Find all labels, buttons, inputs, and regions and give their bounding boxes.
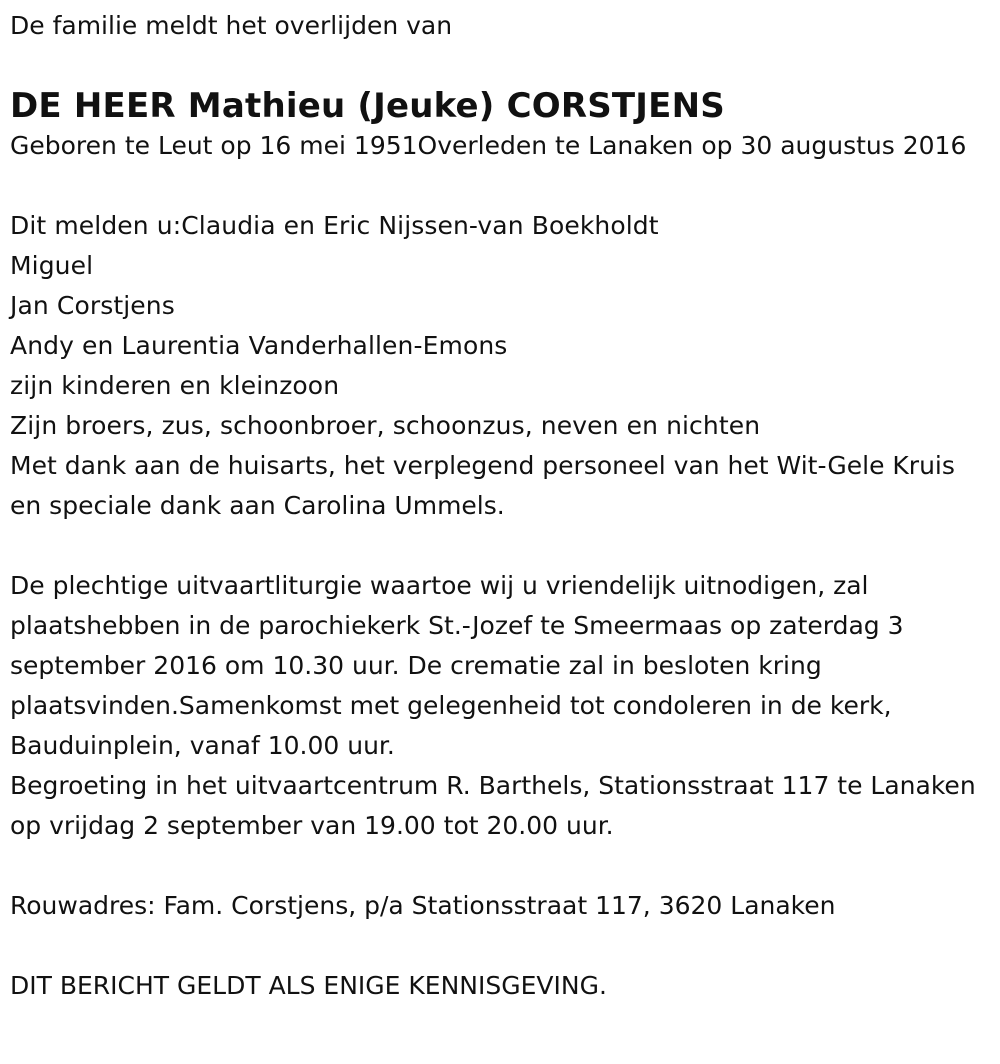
funeral-details: De plechtige uitvaartliturgie waartoe wij u vriendelijk uitnodigen, zal plaatshebben in de parochiekerk St.-Jozef te Smeermaas op zaterdag 3 september 2016 om 10.30 uur. De crematie zal in besloten kring plaatsvinden.Samenkomst met gelegenheid tot condoleren in de kerk, Bauduinplein, vanaf 10.00 uur. <box>10 571 904 760</box>
deceased-name: DE HEER Mathieu (Jeuke) CORSTJENS <box>10 86 725 126</box>
closing-statement: DIT BERICHT GELDT ALS ENIGE KENNISGEVING. <box>10 971 607 1000</box>
family-line: Miguel <box>10 251 94 280</box>
intro-text: De familie meldt het overlijden van <box>10 11 453 40</box>
birth-death-dates: Geboren te Leut op 16 mei 1951Overleden te Lanaken op 30 augustus 2016 <box>10 131 967 160</box>
family-line: zijn kinderen en kleinzoon <box>10 371 340 400</box>
spacer <box>10 166 985 206</box>
spacer <box>10 926 985 966</box>
family-line: Jan Corstjens <box>10 291 175 320</box>
spacer <box>10 846 985 886</box>
death-notice <box>10 6 985 1006</box>
greeting-details: Begroeting in het uitvaartcentrum R. Barthels, Stationsstraat 117 te Lanaken op vrijdag 2 september van 19.00 tot 20.00 uur. <box>10 771 976 840</box>
mourning-address: Rouwadres: Fam. Corstjens, p/a Stationsstraat 117, 3620 Lanaken <box>10 891 836 920</box>
thanks-text: Met dank aan de huisarts, het verplegend personeel van het Wit-Gele Kruis en speciale dank aan Carolina Ummels. <box>10 451 955 520</box>
spacer <box>10 526 985 566</box>
family-line: Zijn broers, zus, schoonbroer, schoonzus, neven en nichten <box>10 411 761 440</box>
family-line: Andy en Laurentia Vanderhallen-Emons <box>10 331 508 360</box>
family-line: Dit melden u:Claudia en Eric Nijssen-van Boekholdt <box>10 211 659 240</box>
